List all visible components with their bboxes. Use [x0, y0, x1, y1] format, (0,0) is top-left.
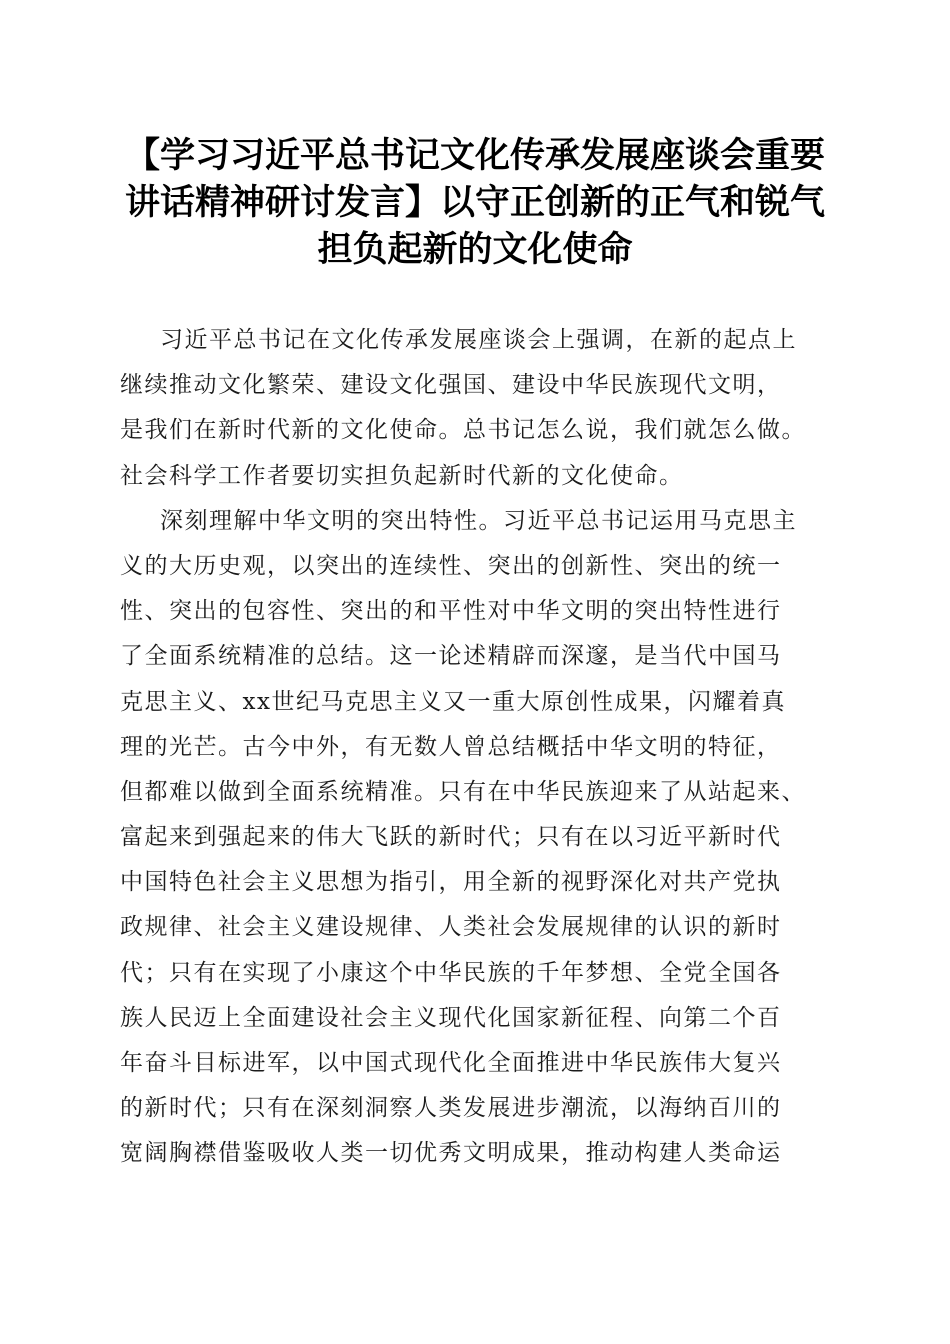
- paragraph-line: 深刻理解中华文明的突出特性。习近平总书记运用马克思主: [160, 507, 797, 534]
- paragraph-line: 年奋斗目标进军，以中国式现代化全面推进中华民族伟大复兴: [120, 1050, 782, 1076]
- paragraph-1: [120, 318, 840, 499]
- paragraph-2: [120, 499, 840, 1177]
- paragraph-line: 族人民迈上全面建设社会主义现代化国家新征程、向第二个百: [120, 1004, 782, 1031]
- paragraph-line: 是我们在新时代新的文化使命。总书记怎么说，我们就怎么做。: [120, 417, 806, 444]
- paragraph-line: 义的大历史观，以突出的连续性、突出的创新性、突出的统一: [120, 552, 782, 579]
- paragraph-line: 习近平总书记在文化传承发展座谈会上强调，在新的起点上: [160, 327, 797, 353]
- paragraph-line: 克思主义、xx世纪马克思主义又一重大原创性成果，闪耀着真: [120, 688, 786, 715]
- title-line: 讲话精神研讨发言】以守正创新的正气和锐气: [124, 182, 825, 223]
- paragraph-line: 代；只有在实现了小康这个中华民族的千年梦想、全党全国各: [120, 959, 782, 986]
- title-line: 担负起新的文化使命: [317, 229, 633, 270]
- paragraph-line: 宽阔胸襟借鉴吸收人类一切优秀文明成果，推动构建人类命运: [120, 1140, 782, 1167]
- paragraph-line: 了全面系统精准的总结。这一论述精辟而深邃，是当代中国马: [120, 643, 782, 670]
- paragraph-line: 理的光芒。古今中外，有无数人曾总结概括中华文明的特征，: [120, 733, 782, 760]
- paragraph-line: 继续推动文化繁荣、建设文化强国、建设中华民族现代文明，: [120, 372, 782, 399]
- paragraph-line: 性、突出的包容性、突出的和平性对中华文明的突出特性进行: [120, 598, 782, 625]
- document-title: [100, 132, 850, 273]
- paragraph-line: 社会科学工作者要切实担负起新时代新的文化使命。: [120, 462, 684, 489]
- title-line: 【学习习近平总书记文化传承发展座谈会重要: [124, 135, 825, 176]
- paragraph-line: 但都难以做到全面系统精准。只有在中华民族迎来了从站起来、: [120, 778, 806, 805]
- paragraph-line: 中国特色社会主义思想为指引，用全新的视野深化对共产党执: [120, 869, 782, 896]
- paragraph-line: 政规律、社会主义建设规律、人类社会发展规律的认识的新时: [120, 914, 782, 941]
- paragraph-line: 富起来到强起来的伟大飞跃的新时代；只有在以习近平新时代: [120, 824, 782, 851]
- paragraph-line: 的新时代；只有在深刻洞察人类发展进步潮流，以海纳百川的: [120, 1095, 782, 1122]
- document-body: [120, 318, 840, 1177]
